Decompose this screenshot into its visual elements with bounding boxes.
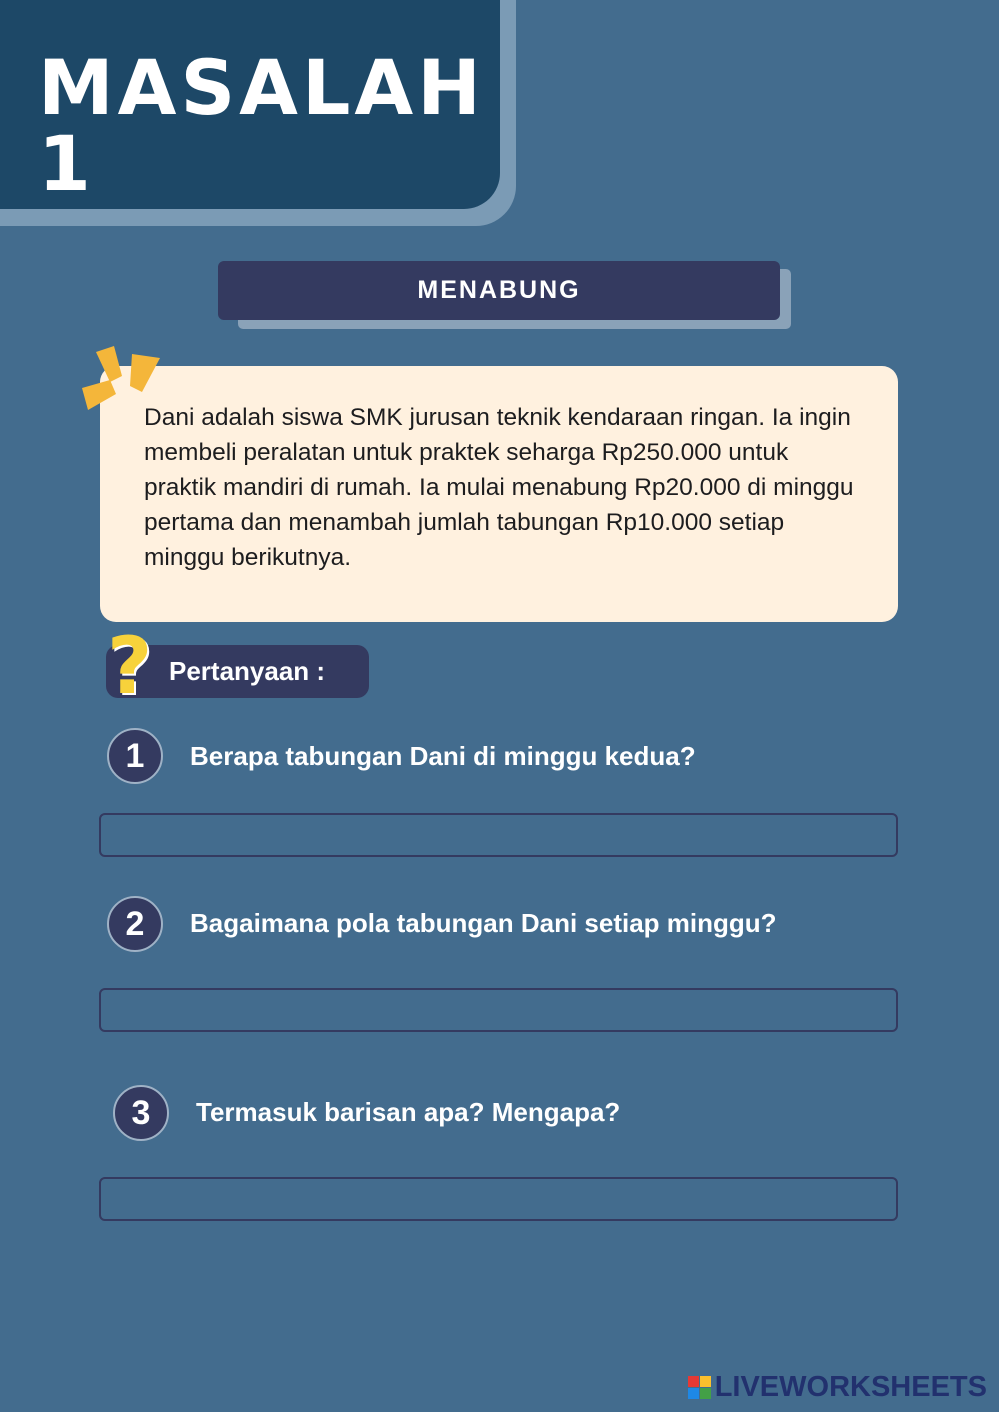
page-title: MASALAH 1 [38, 43, 485, 208]
topic-label: MENABUNG [218, 261, 780, 320]
question-mark-icon: ? [107, 622, 153, 712]
answer-input-2[interactable] [99, 988, 898, 1032]
liveworksheets-brand[interactable] [688, 1372, 987, 1402]
story-text: Dani adalah siswa SMK jurusan teknik kendaraan ringan. Ia ingin membeli peralatan untuk praktek seharga Rp250.000 untuk praktik mandiri di rumah. Ia mulai menabung Rp20.000 di minggu pertama dan menambah jumlah tabungan Rp10.000 setiap minggu berikutnya. [144, 404, 854, 571]
answer-input-1[interactable] [99, 813, 898, 857]
answer-input-3[interactable] [99, 1177, 898, 1221]
questions-heading-label: Pertanyaan : [169, 656, 326, 686]
question-number-3: 3 [113, 1085, 169, 1141]
story-card [100, 366, 898, 622]
title-banner [0, 0, 500, 209]
question-number-1: 1 [107, 728, 163, 784]
question-text-3: Termasuk barisan apa? Mengapa? [196, 1097, 621, 1127]
question-number-2: 2 [107, 896, 163, 952]
sparkle-icon [82, 346, 164, 416]
brand-name: LIVEWORKSHEETS [714, 1370, 987, 1403]
liveworksheets-logo-icon [688, 1376, 711, 1399]
question-text-2: Bagaimana pola tabungan Dani setiap minggu? [190, 908, 777, 938]
question-text-1: Berapa tabungan Dani di minggu kedua? [190, 741, 696, 771]
